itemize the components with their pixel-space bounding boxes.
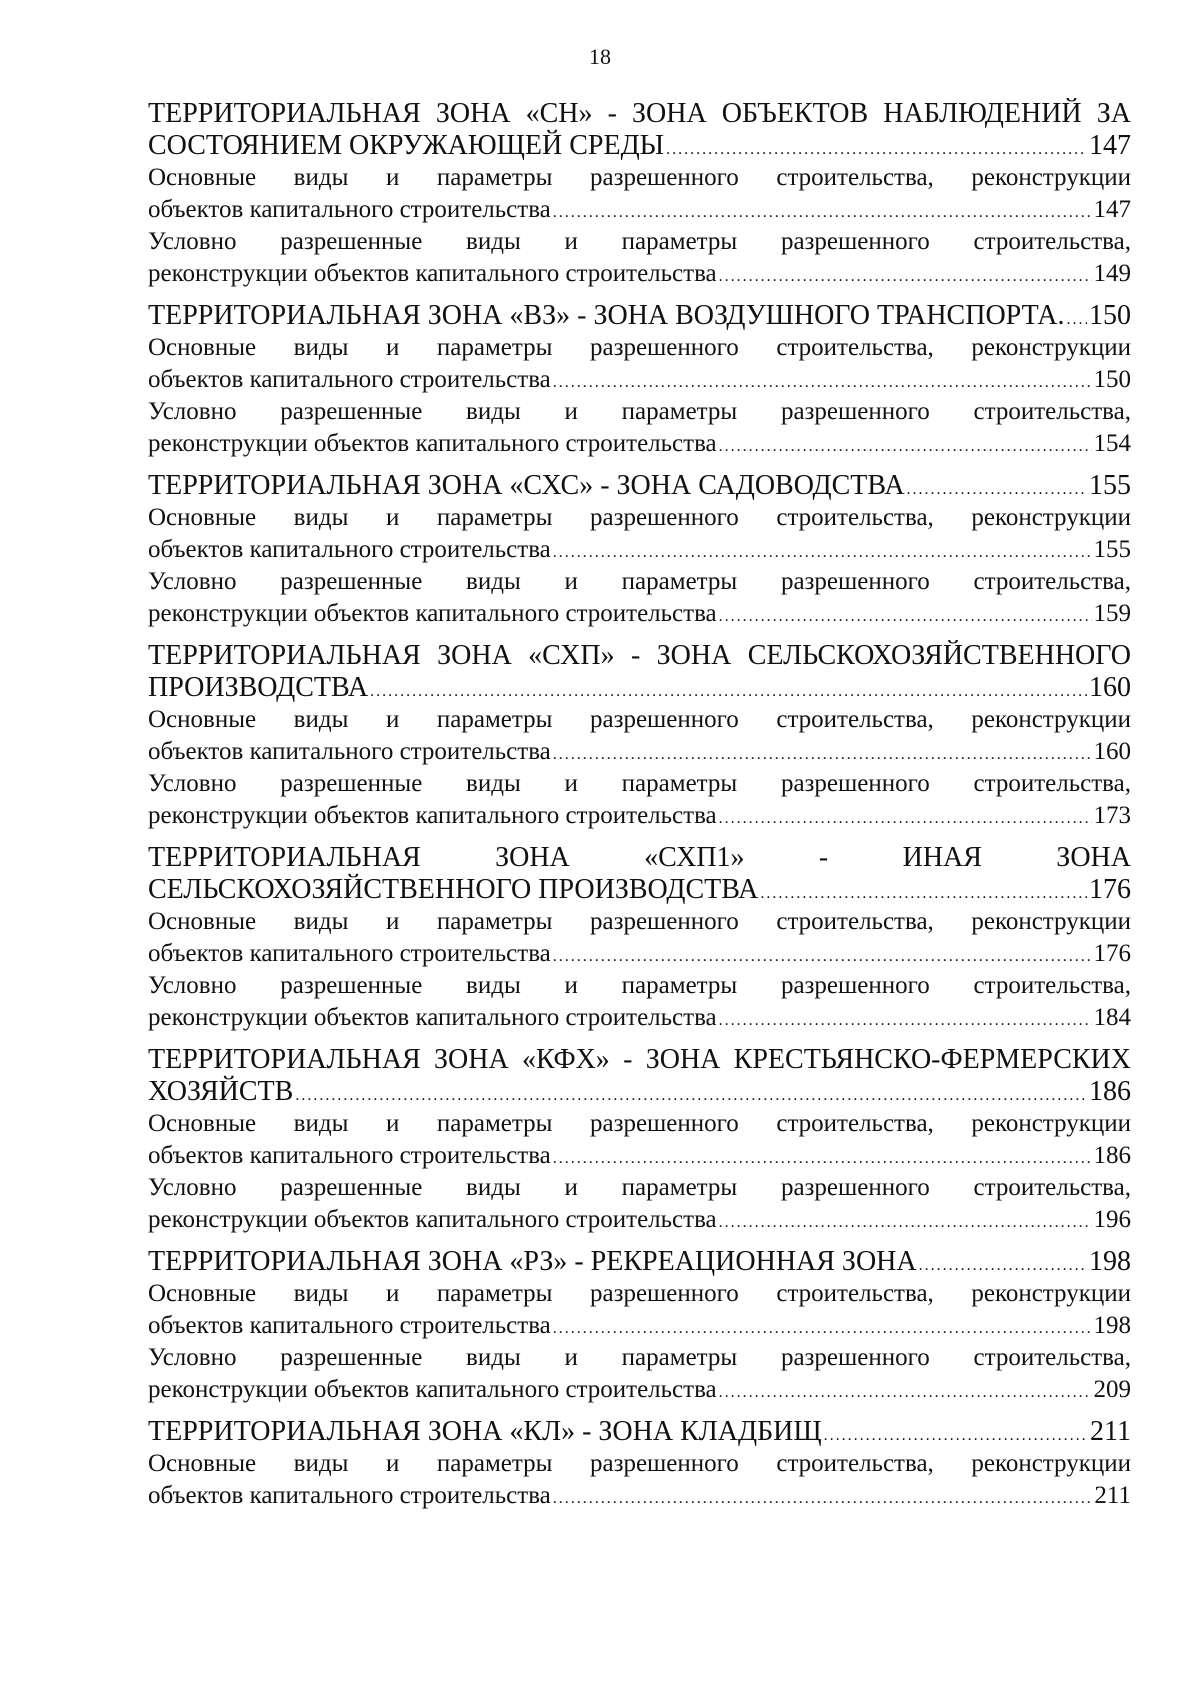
toc-entry-title: реконструкции объектов капитального строительства [148,1206,717,1233]
toc-zone-entry[interactable] [148,1044,1131,1108]
toc-entry-text-line: Условно разрешенные виды и параметры разрешенного строительства, [148,398,1131,425]
toc-entry-leader-line [148,428,1131,460]
toc-entry-title: ТЕРРИТОРИАЛЬНАЯ ЗОНА «КЛ» - ЗОНА КЛАДБИЩ [148,1416,822,1447]
dot-leader [719,1005,1092,1037]
toc-subentry[interactable] [148,906,1131,970]
toc-entry-leader-line [148,364,1131,396]
toc-subentry[interactable] [148,970,1131,1034]
toc-entry-title: реконструкции объектов капитального строительства [148,260,717,287]
toc-entry-leader-line [148,1310,1131,1342]
toc-page-number: 149 [1093,260,1131,287]
toc-entry-leader-line [148,598,1131,630]
table-of-contents [148,98,1131,1512]
toc-entry-leader-line [148,258,1131,290]
toc-page-number: 150 [1089,300,1131,331]
toc-page-number: 159 [1093,600,1131,627]
dot-leader [719,1207,1092,1239]
toc-page-number: 198 [1089,1246,1131,1277]
dot-leader [553,1313,1092,1345]
toc-entry-text-line: Основные виды и параметры разрешенного строительства, реконструкции [148,1110,1131,1137]
toc-entry-title: объектов капитального строительства [148,536,551,563]
toc-subentry[interactable] [148,396,1131,460]
toc-subentry[interactable] [148,226,1131,290]
toc-entry-text-line: Основные виды и параметры разрешенного строительства, реконструкции [148,164,1131,191]
toc-entry-text-line: ТЕРРИТОРИАЛЬНАЯ ЗОНА «СХП1» - ИНАЯ ЗОНА [148,842,1131,873]
toc-entry-title: реконструкции объектов капитального строительства [148,802,717,829]
toc-entry-title: реконструкции объектов капитального строительства [148,600,717,627]
toc-zone-entry[interactable] [148,1416,1131,1448]
toc-entry-text-line: Условно разрешенные виды и параметры разрешенного строительства, [148,568,1131,595]
toc-entry-title: СОСТОЯНИЕМ ОКРУЖАЮЩЕЙ СРЕДЫ [148,130,665,161]
toc-subentry[interactable] [148,704,1131,768]
toc-entry-title: объектов капитального строительства [148,1482,551,1509]
dot-leader [719,803,1092,835]
toc-entry-leader-line [148,1204,1131,1236]
dot-leader [553,537,1092,569]
toc-subentry[interactable] [148,1342,1131,1406]
toc-zone-entry[interactable] [148,640,1131,704]
toc-zone-entry[interactable] [148,300,1131,332]
toc-entry-leader-line [148,1076,1131,1108]
toc-entry-title: реконструкции объектов капитального строительства [148,1376,717,1403]
toc-page-number: 211 [1094,1482,1131,1509]
toc-page-number: 160 [1089,672,1131,703]
toc-entry-title: объектов капитального строительства [148,366,551,393]
dot-leader [719,431,1092,463]
toc-subentry[interactable] [148,768,1131,832]
toc-page-number: 209 [1093,1376,1131,1403]
toc-zone-entry[interactable] [148,1246,1131,1278]
toc-entry-text-line: Основные виды и параметры разрешенного строительства, реконструкции [148,1280,1131,1307]
dot-leader [553,1483,1093,1515]
dot-leader [553,941,1092,973]
toc-entry-leader-line [148,736,1131,768]
toc-page-number: 211 [1090,1416,1131,1447]
toc-entry-title: ПРОИЗВОДСТВА [148,672,369,703]
toc-entry-text-line: Условно разрешенные виды и параметры разрешенного строительства, [148,1174,1131,1201]
toc-page-number: 147 [1093,196,1131,223]
dot-leader [553,367,1092,399]
toc-entry-leader-line [148,194,1131,226]
toc-entry-title: ТЕРРИТОРИАЛЬНАЯ ЗОНА «ВЗ» - ЗОНА ВОЗДУШНОГО ТРАНСПОРТА. [148,300,1065,331]
toc-subentry[interactable] [148,1108,1131,1172]
toc-entry-title: объектов капитального строительства [148,196,551,223]
toc-entry-text-line: Условно разрешенные виды и параметры разрешенного строительства, [148,228,1131,255]
toc-entry-text-line: Основные виды и параметры разрешенного строительства, реконструкции [148,504,1131,531]
toc-entry-leader-line [148,1416,1131,1448]
toc-entry-leader-line [148,874,1131,906]
toc-subentry[interactable] [148,332,1131,396]
dot-leader [553,739,1092,771]
toc-page-number: 160 [1093,738,1131,765]
dot-leader [719,1377,1092,1409]
toc-subentry[interactable] [148,162,1131,226]
toc-entry-text-line: Условно разрешенные виды и параметры разрешенного строительства, [148,972,1131,999]
dot-leader [719,601,1092,633]
toc-entry-leader-line [148,300,1131,332]
toc-entry-title: ТЕРРИТОРИАЛЬНАЯ ЗОНА «СХС» - ЗОНА САДОВОДСТВА [148,470,905,501]
toc-entry-title: объектов капитального строительства [148,1142,551,1169]
toc-entry-text-line: ТЕРРИТОРИАЛЬНАЯ ЗОНА «СХП» - ЗОНА СЕЛЬСКОХОЗЯЙСТВЕННОГО [148,640,1131,671]
toc-entry-title: ХОЗЯЙСТВ [148,1076,294,1107]
dot-leader [719,261,1092,293]
toc-entry-leader-line [148,534,1131,566]
toc-entry-text-line: Основные виды и параметры разрешенного строительства, реконструкции [148,908,1131,935]
toc-page-number: 198 [1093,1312,1131,1339]
toc-entry-text-line: Основные виды и параметры разрешенного строительства, реконструкции [148,334,1131,361]
toc-entry-text-line: ТЕРРИТОРИАЛЬНАЯ ЗОНА «КФХ» - ЗОНА КРЕСТЬЯНСКО-ФЕРМЕРСКИХ [148,1044,1131,1075]
toc-zone-entry[interactable] [148,470,1131,502]
toc-zone-entry[interactable] [148,842,1131,906]
toc-entry-leader-line [148,1246,1131,1278]
toc-entry-leader-line [148,800,1131,832]
toc-entry-leader-line [148,1140,1131,1172]
toc-page-number: 176 [1093,940,1131,967]
toc-page-number: 154 [1093,430,1131,457]
toc-entry-leader-line [148,1374,1131,1406]
toc-page-number: 150 [1093,366,1131,393]
toc-entry-title: объектов капитального строительства [148,1312,551,1339]
toc-page-number: 147 [1089,130,1131,161]
toc-subentry[interactable] [148,1172,1131,1236]
toc-entry-title: ТЕРРИТОРИАЛЬНАЯ ЗОНА «РЗ» - РЕКРЕАЦИОННАЯ ЗОНА [148,1246,917,1277]
toc-page-number: 186 [1093,1142,1131,1169]
toc-page-number: 155 [1089,470,1131,501]
toc-page-number: 176 [1089,874,1131,905]
toc-entry-leader-line [148,938,1131,970]
toc-entry-leader-line [148,1480,1131,1512]
toc-entry-text-line: Условно разрешенные виды и параметры разрешенного строительства, [148,1344,1131,1371]
toc-entry-leader-line [148,470,1131,502]
toc-entry-title: реконструкции объектов капитального строительства [148,1004,717,1031]
toc-entry-title: реконструкции объектов капитального строительства [148,430,717,457]
toc-page-number: 173 [1093,802,1131,829]
toc-page-number: 155 [1093,536,1131,563]
toc-entry-text-line: Основные виды и параметры разрешенного строительства, реконструкции [148,1450,1131,1477]
toc-entry-text-line: Условно разрешенные виды и параметры разрешенного строительства, [148,770,1131,797]
toc-subentry[interactable] [148,566,1131,630]
toc-page-number: 186 [1089,1076,1131,1107]
toc-entry-leader-line [148,1002,1131,1034]
toc-zone-entry[interactable] [148,98,1131,162]
toc-entry-leader-line [148,130,1131,162]
toc-subentry[interactable] [148,1278,1131,1342]
toc-entry-leader-line [148,672,1131,704]
toc-subentry[interactable] [148,502,1131,566]
toc-entry-title: СЕЛЬСКОХОЗЯЙСТВЕННОГО ПРОИЗВОДСТВА [148,874,759,905]
toc-subentry[interactable] [148,1448,1131,1512]
dot-leader [553,197,1092,229]
toc-entry-title: объектов капитального строительства [148,940,551,967]
dot-leader [553,1143,1092,1175]
toc-page-number: 196 [1093,1206,1131,1233]
toc-entry-title: объектов капитального строительства [148,738,551,765]
toc-entry-text-line: ТЕРРИТОРИАЛЬНАЯ ЗОНА «СН» - ЗОНА ОБЪЕКТОВ НАБЛЮДЕНИЙ ЗА [148,98,1131,129]
page-number: 18 [589,44,611,69]
toc-page-number: 184 [1093,1004,1131,1031]
toc-entry-text-line: Основные виды и параметры разрешенного строительства, реконструкции [148,706,1131,733]
